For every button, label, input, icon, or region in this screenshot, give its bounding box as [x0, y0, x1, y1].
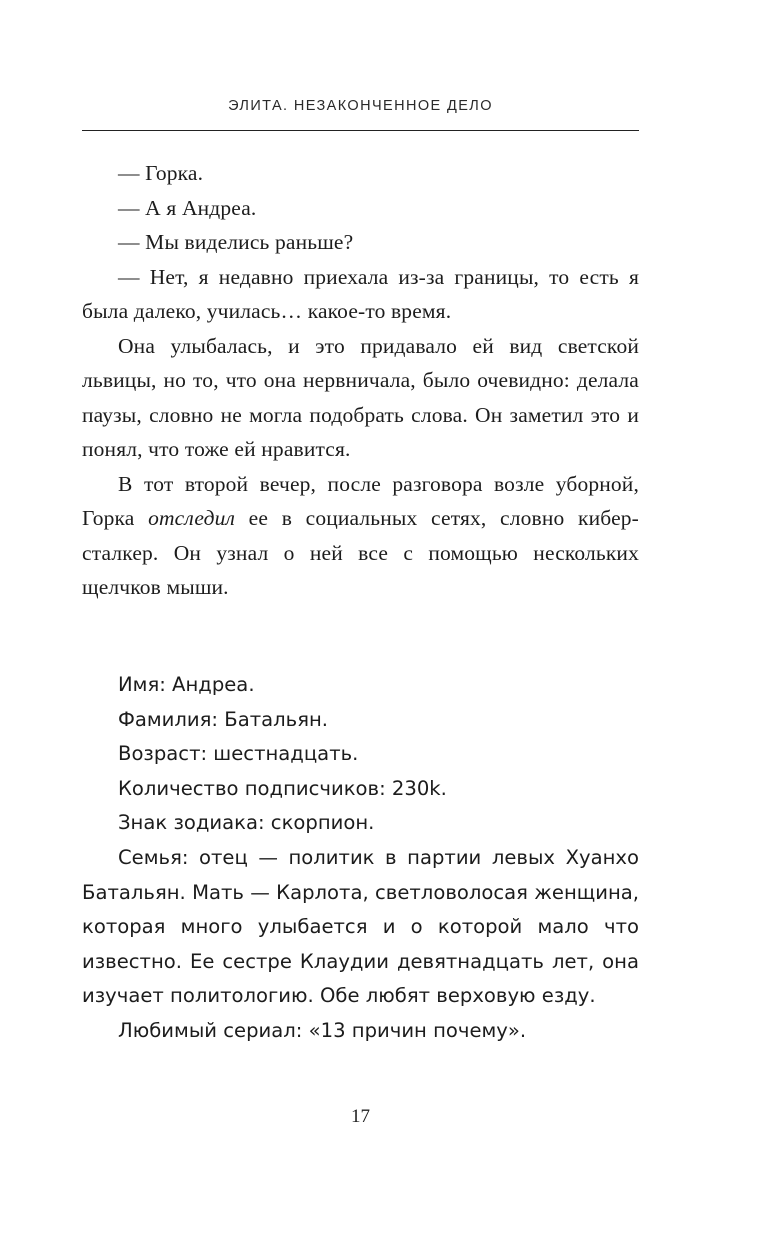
- profile-line: Знак зодиака: скорпион.: [118, 811, 375, 835]
- profile-line: Возраст: шестнадцать.: [118, 742, 359, 766]
- narrative-text: ее в социальных сетях, словно кибер-сталкер. Он узнал о ней все с помощью нескольких щелчков мыши.: [82, 506, 639, 599]
- profile-line: Фамилия: Батальян.: [118, 707, 329, 731]
- narrative-paragraph: Она улыбалась, и это придавало ей вид светской львицы, но то, что она нервничала, было очевидно: делала паузы, словно не могла подобрать слова. Он заметил это и понял, что тоже ей нравится.: [82, 333, 639, 461]
- profile-line: Количество подписчиков: 230k.: [118, 776, 447, 800]
- dialogue-line: — Горка.: [118, 161, 204, 185]
- page-number: 17: [351, 1106, 370, 1127]
- narrative-paragraph: [82, 467, 639, 605]
- profile-line: Имя: Андреа.: [118, 673, 255, 696]
- dialogue-line: — А я Андреа.: [118, 195, 257, 220]
- profile-line: Семья: отец — политик в партии левых Хуанхо Батальян. Мать — Карлота, светловолосая женщина, которая много улыбается и о которой мало что известно. Ее сестре Клаудии девятнадцать лет, она изучает политологию. Обе любят верховую езду.: [82, 845, 639, 1008]
- italic-word: отследил: [148, 506, 236, 530]
- running-title: ЭЛИТА. НЕЗАКОНЧЕННОЕ ДЕЛО: [228, 98, 493, 114]
- profile-line: Любимый сериал: «13 причин почему».: [118, 1018, 527, 1042]
- dialogue-line: — Нет, я недавно приехала из-за границы, то есть я была далеко, училась… какое-то время.: [82, 264, 639, 323]
- dialogue-line: — Мы виделись раньше?: [118, 230, 354, 254]
- header-rule: [82, 130, 639, 131]
- narrative-text: В тот второй вечер, после разговора возле уборной, Горка: [82, 471, 639, 530]
- main-text: [82, 156, 639, 605]
- profile-block: [82, 668, 639, 1049]
